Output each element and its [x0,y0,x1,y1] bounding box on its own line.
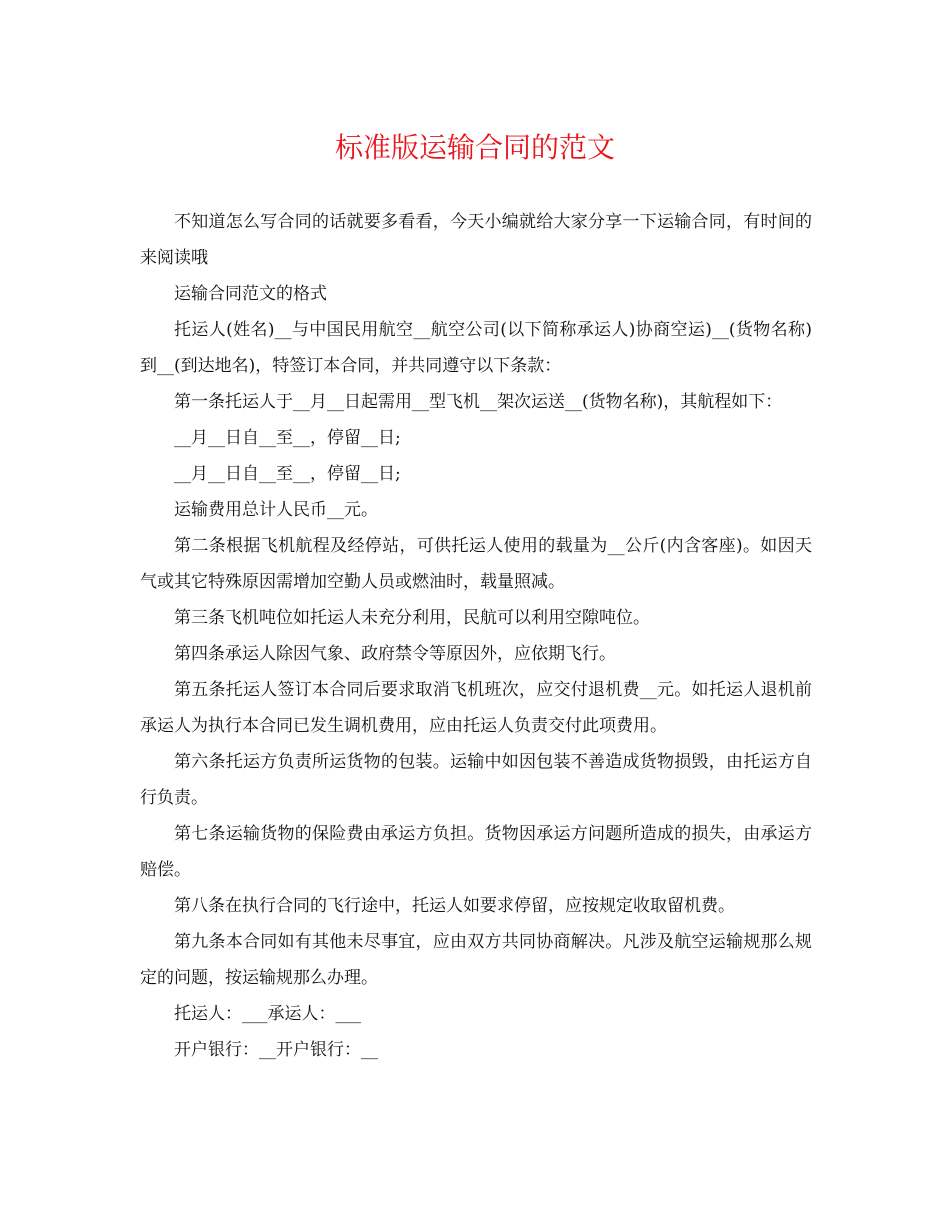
article-3: 第三条飞机吨位如托运人未充分利用，民航可以利用空隙吨位。 [174,608,650,628]
transport-fee: 运输费用总计人民币__元。 [174,500,378,520]
signature-line: 托运人：___承运人：___ [174,1004,361,1024]
article-4: 第四条承运人除因气象、政府禁令等原因外，应依期飞行。 [174,644,616,664]
article-6: 第六条托运方负责所运货物的包装。运输中如因包装不善造成货物损毁，由托运方自行负责。 [140,752,812,808]
bank-line: 开户银行：__开户银行：__ [174,1040,378,1060]
intro-paragraph: 不知道怎么写合同的话就要多看看，今天小编就给大家分享一下运输合同，有时间的来阅读哦 [140,212,812,268]
document-title: 标准版运输合同的范文 [334,131,615,164]
article-5: 第五条托运人签订本合同后要求取消飞机班次，应交付退机费__元。如托运人退机前承运人为执行本合同已发生调机费用，应由托运人负责交付此项费用。 [140,680,812,736]
route-line-1: __月__日自__至__，停留__日; [174,428,401,448]
route-line-2: __月__日自__至__，停留__日; [174,464,401,484]
article-2: 第二条根据飞机航程及经停站，可供托运人使用的载量为__公斤(内含客座)。如因天气或其它特殊原因需增加空勤人员或燃油时，载量照减。 [140,536,812,592]
article-1: 第一条托运人于__月__日起需用__型飞机__架次运送__(货物名称)，其航程如下： [174,392,783,412]
article-8: 第八条在执行合同的飞行途中，托运人如要求停留，应按规定收取留机费。 [174,896,735,916]
contract-preamble: 托运人(姓名)__与中国民用航空__航空公司(以下简称承运人)协商空运)__(货物名称)到__(到达地名)，特签订本合同，并共同遵守以下条款： [140,320,812,376]
document-body [140,204,812,1068]
article-9: 第九条本合同如有其他未尽事宜，应由双方共同协商解决。凡涉及航空运输规那么规定的问题，按运输规那么办理。 [140,932,812,988]
section-heading: 运输合同范文的格式 [174,284,327,304]
article-7: 第七条运输货物的保险费由承运方负担。货物因承运方问题所造成的损失，由承运方赔偿。 [140,824,812,880]
